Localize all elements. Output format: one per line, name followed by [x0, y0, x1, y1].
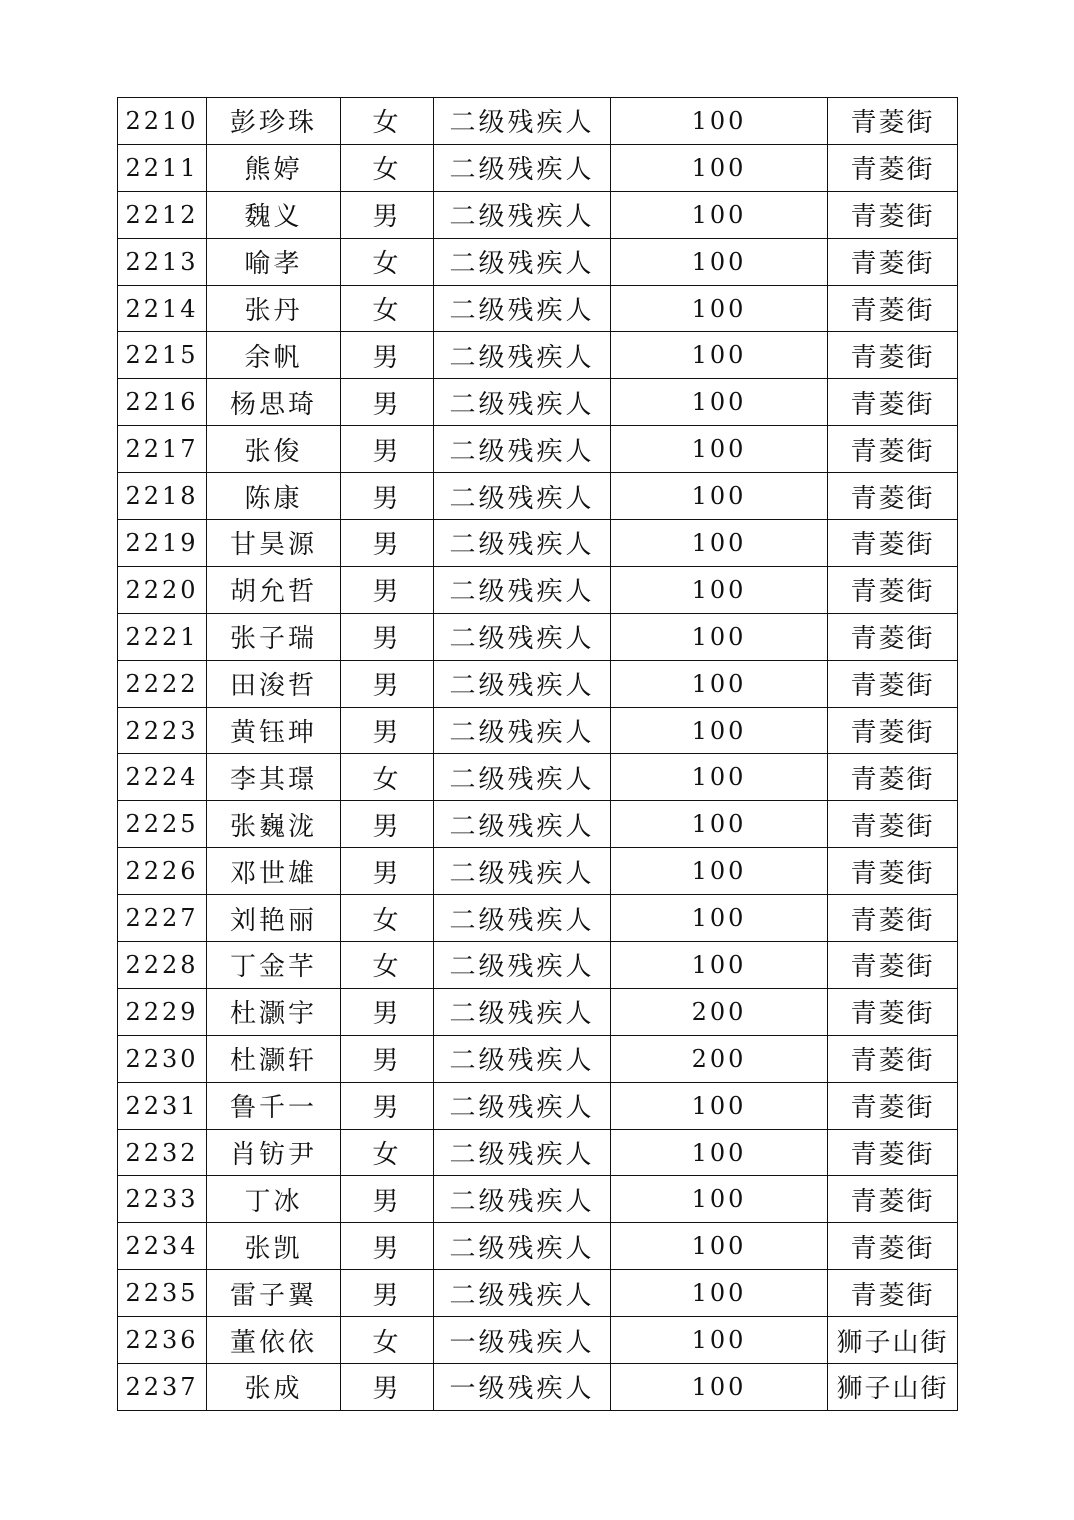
- table-row: [118, 1082, 958, 1129]
- name-cell: 彭珍珠: [207, 98, 341, 145]
- gender-cell: 男: [341, 1035, 434, 1082]
- street-cell: 青菱街: [828, 942, 958, 989]
- name-cell: 甘昊源: [207, 520, 341, 567]
- amount-cell: 100: [611, 566, 828, 613]
- amount-cell: 100: [611, 613, 828, 660]
- row-number-cell: 2220: [118, 566, 207, 613]
- name-cell: 丁冰: [207, 1176, 341, 1223]
- disability-level-cell: 一级残疾人: [434, 1364, 611, 1411]
- street-cell: 青菱街: [828, 660, 958, 707]
- name-cell: 肖钫尹: [207, 1129, 341, 1176]
- name-cell: 董依依: [207, 1317, 341, 1364]
- row-number-cell: 2227: [118, 895, 207, 942]
- gender-cell: 女: [341, 238, 434, 285]
- row-number-cell: 2230: [118, 1035, 207, 1082]
- gender-cell: 女: [341, 98, 434, 145]
- gender-cell: 女: [341, 1129, 434, 1176]
- gender-cell: 男: [341, 848, 434, 895]
- street-cell: 青菱街: [828, 754, 958, 801]
- amount-cell: 100: [611, 1129, 828, 1176]
- amount-cell: 100: [611, 1176, 828, 1223]
- amount-cell: 100: [611, 285, 828, 332]
- amount-cell: 100: [611, 848, 828, 895]
- amount-cell: 100: [611, 191, 828, 238]
- amount-cell: 100: [611, 895, 828, 942]
- disability-level-cell: 二级残疾人: [434, 988, 611, 1035]
- street-cell: 青菱街: [828, 379, 958, 426]
- street-cell: 狮子山街: [828, 1317, 958, 1364]
- amount-cell: 100: [611, 238, 828, 285]
- table-row: [118, 98, 958, 145]
- table-row: [118, 566, 958, 613]
- street-cell: 青菱街: [828, 1035, 958, 1082]
- name-cell: 陈康: [207, 473, 341, 520]
- name-cell: 张子瑞: [207, 613, 341, 660]
- disability-level-cell: 二级残疾人: [434, 332, 611, 379]
- gender-cell: 男: [341, 473, 434, 520]
- amount-cell: 100: [611, 801, 828, 848]
- gender-cell: 女: [341, 285, 434, 332]
- name-cell: 杜灏宇: [207, 988, 341, 1035]
- disability-level-cell: 二级残疾人: [434, 144, 611, 191]
- street-cell: 青菱街: [828, 707, 958, 754]
- disability-level-cell: 二级残疾人: [434, 1035, 611, 1082]
- row-number-cell: 2222: [118, 660, 207, 707]
- amount-cell: 200: [611, 988, 828, 1035]
- disability-level-cell: 二级残疾人: [434, 473, 611, 520]
- gender-cell: 男: [341, 566, 434, 613]
- street-cell: 青菱街: [828, 426, 958, 473]
- gender-cell: 男: [341, 426, 434, 473]
- street-cell: 青菱街: [828, 1176, 958, 1223]
- disability-level-cell: 二级残疾人: [434, 1082, 611, 1129]
- row-number-cell: 2219: [118, 520, 207, 567]
- name-cell: 余帆: [207, 332, 341, 379]
- amount-cell: 100: [611, 942, 828, 989]
- gender-cell: 男: [341, 801, 434, 848]
- street-cell: 青菱街: [828, 1270, 958, 1317]
- gender-cell: 女: [341, 942, 434, 989]
- name-cell: 张巍泷: [207, 801, 341, 848]
- table-body: [118, 98, 958, 1411]
- table-row: [118, 801, 958, 848]
- street-cell: 青菱街: [828, 566, 958, 613]
- table-row: [118, 520, 958, 567]
- row-number-cell: 2234: [118, 1223, 207, 1270]
- name-cell: 刘艳丽: [207, 895, 341, 942]
- amount-cell: 100: [611, 426, 828, 473]
- table-row: [118, 1317, 958, 1364]
- street-cell: 青菱街: [828, 98, 958, 145]
- amount-cell: 100: [611, 707, 828, 754]
- row-number-cell: 2218: [118, 473, 207, 520]
- name-cell: 熊婷: [207, 144, 341, 191]
- row-number-cell: 2237: [118, 1364, 207, 1411]
- gender-cell: 男: [341, 191, 434, 238]
- name-cell: 雷子翼: [207, 1270, 341, 1317]
- table-row: [118, 332, 958, 379]
- row-number-cell: 2225: [118, 801, 207, 848]
- amount-cell: 200: [611, 1035, 828, 1082]
- table-row: [118, 191, 958, 238]
- row-number-cell: 2236: [118, 1317, 207, 1364]
- table-row: [118, 848, 958, 895]
- amount-cell: 100: [611, 1317, 828, 1364]
- street-cell: 青菱街: [828, 895, 958, 942]
- row-number-cell: 2216: [118, 379, 207, 426]
- street-cell: 青菱街: [828, 848, 958, 895]
- table-row: [118, 1270, 958, 1317]
- disability-level-cell: 一级残疾人: [434, 1317, 611, 1364]
- row-number-cell: 2233: [118, 1176, 207, 1223]
- name-cell: 喻孝: [207, 238, 341, 285]
- name-cell: 鲁千一: [207, 1082, 341, 1129]
- street-cell: 青菱街: [828, 238, 958, 285]
- table-row: [118, 895, 958, 942]
- row-number-cell: 2223: [118, 707, 207, 754]
- name-cell: 田浚哲: [207, 660, 341, 707]
- street-cell: 青菱街: [828, 801, 958, 848]
- gender-cell: 女: [341, 144, 434, 191]
- disability-level-cell: 二级残疾人: [434, 942, 611, 989]
- street-cell: 青菱街: [828, 285, 958, 332]
- disability-level-cell: 二级残疾人: [434, 1223, 611, 1270]
- name-cell: 魏义: [207, 191, 341, 238]
- table-row: [118, 1129, 958, 1176]
- table-row: [118, 988, 958, 1035]
- disability-level-cell: 二级残疾人: [434, 238, 611, 285]
- row-number-cell: 2217: [118, 426, 207, 473]
- gender-cell: 女: [341, 895, 434, 942]
- disability-level-cell: 二级残疾人: [434, 98, 611, 145]
- gender-cell: 男: [341, 379, 434, 426]
- name-cell: 李其璟: [207, 754, 341, 801]
- disability-level-cell: 二级残疾人: [434, 426, 611, 473]
- row-number-cell: 2226: [118, 848, 207, 895]
- row-number-cell: 2211: [118, 144, 207, 191]
- name-cell: 黄钰珅: [207, 707, 341, 754]
- row-number-cell: 2231: [118, 1082, 207, 1129]
- street-cell: 青菱街: [828, 988, 958, 1035]
- table-row: [118, 1223, 958, 1270]
- gender-cell: 男: [341, 1364, 434, 1411]
- gender-cell: 男: [341, 1176, 434, 1223]
- gender-cell: 男: [341, 1223, 434, 1270]
- street-cell: 青菱街: [828, 191, 958, 238]
- row-number-cell: 2235: [118, 1270, 207, 1317]
- name-cell: 杜灏轩: [207, 1035, 341, 1082]
- disability-level-cell: 二级残疾人: [434, 754, 611, 801]
- row-number-cell: 2212: [118, 191, 207, 238]
- table-row: [118, 613, 958, 660]
- name-cell: 邓世雄: [207, 848, 341, 895]
- street-cell: 青菱街: [828, 1082, 958, 1129]
- disability-level-cell: 二级残疾人: [434, 895, 611, 942]
- disability-level-cell: 二级残疾人: [434, 566, 611, 613]
- amount-cell: 100: [611, 1270, 828, 1317]
- gender-cell: 男: [341, 988, 434, 1035]
- row-number-cell: 2224: [118, 754, 207, 801]
- gender-cell: 男: [341, 1082, 434, 1129]
- amount-cell: 100: [611, 473, 828, 520]
- disability-level-cell: 二级残疾人: [434, 1270, 611, 1317]
- table-row: [118, 144, 958, 191]
- gender-cell: 男: [341, 1270, 434, 1317]
- row-number-cell: 2221: [118, 613, 207, 660]
- amount-cell: 100: [611, 1082, 828, 1129]
- table-row: [118, 379, 958, 426]
- street-cell: 青菱街: [828, 332, 958, 379]
- gender-cell: 女: [341, 754, 434, 801]
- row-number-cell: 2229: [118, 988, 207, 1035]
- table-row: [118, 1364, 958, 1411]
- name-cell: 张凯: [207, 1223, 341, 1270]
- amount-cell: 100: [611, 754, 828, 801]
- disability-level-cell: 二级残疾人: [434, 191, 611, 238]
- amount-cell: 100: [611, 98, 828, 145]
- amount-cell: 100: [611, 332, 828, 379]
- amount-cell: 100: [611, 660, 828, 707]
- amount-cell: 100: [611, 144, 828, 191]
- gender-cell: 男: [341, 332, 434, 379]
- street-cell: 青菱街: [828, 1129, 958, 1176]
- amount-cell: 100: [611, 1364, 828, 1411]
- table-row: [118, 285, 958, 332]
- name-cell: 丁金芊: [207, 942, 341, 989]
- table-row: [118, 426, 958, 473]
- row-number-cell: 2214: [118, 285, 207, 332]
- table-row: [118, 473, 958, 520]
- street-cell: 青菱街: [828, 473, 958, 520]
- disability-level-cell: 二级残疾人: [434, 1129, 611, 1176]
- street-cell: 青菱街: [828, 520, 958, 567]
- table-row: [118, 1035, 958, 1082]
- amount-cell: 100: [611, 520, 828, 567]
- name-cell: 杨思琦: [207, 379, 341, 426]
- disability-level-cell: 二级残疾人: [434, 520, 611, 567]
- gender-cell: 女: [341, 1317, 434, 1364]
- amount-cell: 100: [611, 379, 828, 426]
- amount-cell: 100: [611, 1223, 828, 1270]
- street-cell: 狮子山街: [828, 1364, 958, 1411]
- row-number-cell: 2228: [118, 942, 207, 989]
- disability-level-cell: 二级残疾人: [434, 848, 611, 895]
- street-cell: 青菱街: [828, 1223, 958, 1270]
- table-row: [118, 1176, 958, 1223]
- disability-level-cell: 二级残疾人: [434, 285, 611, 332]
- gender-cell: 男: [341, 660, 434, 707]
- name-cell: 张俊: [207, 426, 341, 473]
- name-cell: 张成: [207, 1364, 341, 1411]
- gender-cell: 男: [341, 613, 434, 660]
- table-row: [118, 707, 958, 754]
- disability-level-cell: 二级残疾人: [434, 660, 611, 707]
- disability-level-cell: 二级残疾人: [434, 801, 611, 848]
- table-row: [118, 660, 958, 707]
- name-cell: 张丹: [207, 285, 341, 332]
- subsidy-roster-table: [117, 97, 958, 1411]
- disability-level-cell: 二级残疾人: [434, 613, 611, 660]
- table-row: [118, 238, 958, 285]
- row-number-cell: 2232: [118, 1129, 207, 1176]
- row-number-cell: 2213: [118, 238, 207, 285]
- street-cell: 青菱街: [828, 613, 958, 660]
- street-cell: 青菱街: [828, 144, 958, 191]
- row-number-cell: 2215: [118, 332, 207, 379]
- table-row: [118, 942, 958, 989]
- table-row: [118, 754, 958, 801]
- disability-level-cell: 二级残疾人: [434, 1176, 611, 1223]
- row-number-cell: 2210: [118, 98, 207, 145]
- name-cell: 胡允哲: [207, 566, 341, 613]
- disability-level-cell: 二级残疾人: [434, 707, 611, 754]
- gender-cell: 男: [341, 707, 434, 754]
- gender-cell: 男: [341, 520, 434, 567]
- disability-level-cell: 二级残疾人: [434, 379, 611, 426]
